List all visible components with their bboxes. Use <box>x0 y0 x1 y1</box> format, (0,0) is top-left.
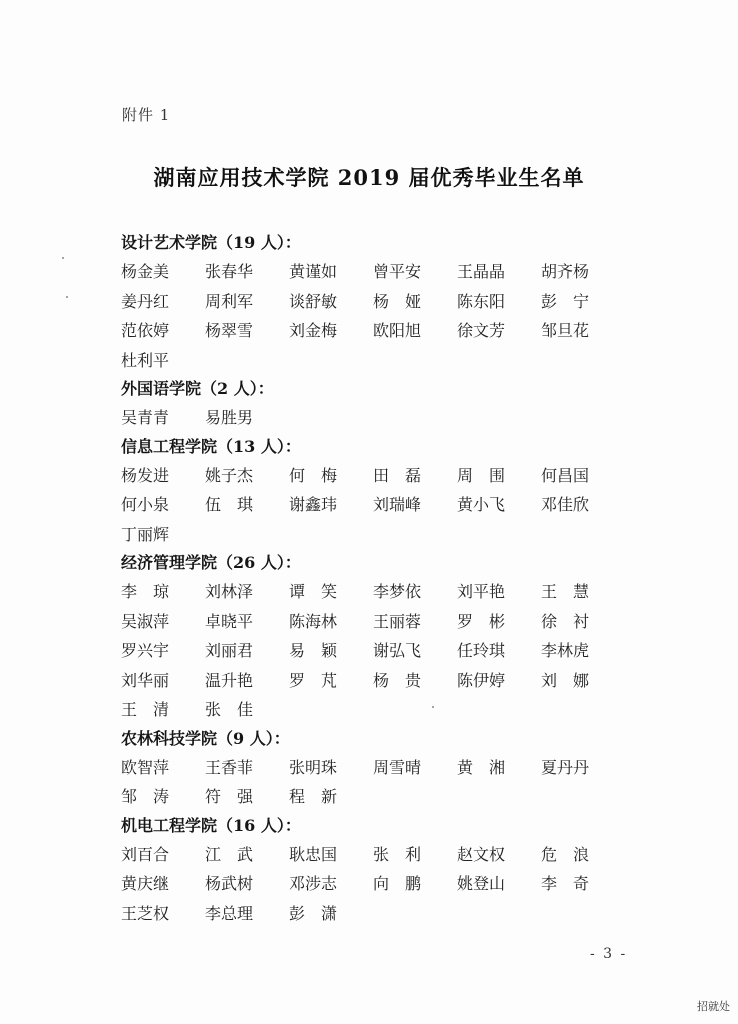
department-section <box>121 229 621 375</box>
name-row <box>121 577 621 607</box>
watermark-label: 招就处 <box>697 1000 730 1013</box>
graduate-name: 伍 琪 <box>205 495 254 514</box>
scan-speck <box>432 706 434 708</box>
graduate-name: 谈舒敏 <box>289 291 338 311</box>
department-list <box>121 229 621 928</box>
graduate-name: 欧智萍 <box>121 757 170 777</box>
department-heading: 农林科技学院（9 人）： <box>121 728 290 748</box>
graduate-name: 任玲琪 <box>457 641 506 660</box>
graduate-name: 王丽蓉 <box>373 611 422 631</box>
graduate-name: 王晶晶 <box>457 262 506 281</box>
graduate-name: 刘林泽 <box>205 582 254 601</box>
graduate-name: 姜丹红 <box>121 291 170 311</box>
graduate-name: 王芝权 <box>121 903 170 923</box>
graduate-name: 李总理 <box>205 903 254 923</box>
graduate-name: 周 围 <box>457 465 506 485</box>
graduate-name: 谢弘飞 <box>373 641 422 660</box>
department-section <box>121 433 621 550</box>
graduate-name: 姚子杰 <box>205 465 254 485</box>
graduate-name: 何昌国 <box>541 465 590 485</box>
scan-speck <box>66 296 68 298</box>
department-heading: 设计艺术学院（19 人）： <box>121 233 301 252</box>
graduate-name: 罗 彬 <box>457 611 506 631</box>
graduate-name: 周雪晴 <box>373 757 422 777</box>
graduate-name: 罗 芃 <box>289 670 338 690</box>
graduate-name: 刘华丽 <box>121 670 170 690</box>
department-section <box>121 725 621 812</box>
name-row <box>121 490 621 520</box>
graduate-name: 易 颖 <box>289 641 338 660</box>
department-section <box>121 549 621 725</box>
graduate-name: 邓涉志 <box>289 874 338 893</box>
graduate-name: 张 利 <box>373 844 422 864</box>
graduate-name: 徐文芳 <box>457 321 506 340</box>
graduate-name: 陈伊婷 <box>457 670 506 690</box>
name-row <box>121 607 621 637</box>
graduate-name: 李梦依 <box>373 582 422 601</box>
department-section <box>121 375 621 433</box>
graduate-name: 夏丹丹 <box>541 757 590 777</box>
graduate-name: 彭 潇 <box>289 903 338 923</box>
graduate-name: 彭 宁 <box>541 291 590 311</box>
graduate-name: 卓晓平 <box>205 611 254 631</box>
department-heading: 信息工程学院（13 人）： <box>121 436 301 456</box>
graduate-name: 杨金美 <box>121 262 170 281</box>
graduate-name: 杨 娅 <box>373 291 422 311</box>
name-row <box>121 899 621 929</box>
graduate-name: 田 磊 <box>373 465 422 485</box>
graduate-name: 温升艳 <box>205 670 254 690</box>
name-row <box>121 782 621 812</box>
graduate-name: 刘丽君 <box>205 641 254 660</box>
department-section <box>121 812 621 929</box>
graduate-name: 程 新 <box>289 787 338 806</box>
name-row <box>121 346 621 376</box>
graduate-name: 陈海林 <box>289 611 338 631</box>
graduate-name: 吴淑萍 <box>121 611 170 631</box>
page-title: 湖南应用技术学院 2019 届优秀毕业生名单 <box>153 165 585 190</box>
graduate-name: 江 武 <box>205 844 254 864</box>
name-row <box>121 840 621 870</box>
graduate-name: 范依婷 <box>121 321 170 340</box>
graduate-name: 杨 贵 <box>373 670 422 690</box>
name-row <box>121 287 621 317</box>
graduate-name: 周利军 <box>205 291 254 311</box>
name-row <box>121 461 621 491</box>
graduate-name: 吴青青 <box>121 408 170 427</box>
graduate-name: 王 清 <box>121 700 170 719</box>
graduate-name: 刘平艳 <box>457 582 506 601</box>
graduate-name: 谭 笑 <box>289 582 338 601</box>
graduate-name: 杨翠雪 <box>205 321 254 340</box>
name-row <box>121 695 621 725</box>
graduate-name: 李 奇 <box>541 874 590 893</box>
graduate-name: 危 浪 <box>541 844 590 864</box>
graduate-name: 李林虎 <box>541 641 590 660</box>
name-row <box>121 636 621 666</box>
graduate-name: 丁丽辉 <box>121 524 170 544</box>
graduate-name: 何小泉 <box>121 495 170 514</box>
graduate-name: 张 佳 <box>205 700 254 719</box>
graduate-name: 姚登山 <box>457 874 506 893</box>
graduate-name: 向 鹏 <box>373 874 422 893</box>
graduate-name: 谢鑫玮 <box>289 495 338 514</box>
graduate-name: 王香菲 <box>205 757 254 777</box>
graduate-name: 刘金梅 <box>289 321 338 340</box>
graduate-name: 王 慧 <box>541 582 590 601</box>
name-row <box>121 666 621 696</box>
graduate-name: 杨发进 <box>121 465 170 485</box>
graduate-name: 李 琼 <box>121 582 170 601</box>
name-row <box>121 257 621 287</box>
name-row <box>121 869 621 899</box>
graduate-name: 刘瑞峰 <box>373 495 422 514</box>
name-row <box>121 403 621 433</box>
graduate-name: 杜利平 <box>121 350 170 370</box>
department-heading: 经济管理学院（26 人）： <box>121 553 301 572</box>
name-row <box>121 316 621 346</box>
graduate-name: 杨武树 <box>205 874 254 893</box>
graduate-name: 刘 娜 <box>541 670 590 690</box>
graduate-name: 胡齐杨 <box>541 262 590 281</box>
graduate-name: 邹 涛 <box>121 787 170 806</box>
graduate-name: 黄 湘 <box>457 757 506 777</box>
name-row <box>121 520 621 550</box>
graduate-name: 何 梅 <box>289 465 338 485</box>
graduate-name: 张明珠 <box>289 757 338 777</box>
department-heading: 外国语学院（2 人）： <box>121 379 274 398</box>
graduate-name: 罗兴宇 <box>121 641 170 660</box>
graduate-name: 易胜男 <box>205 408 254 427</box>
graduate-name: 邹旦花 <box>541 321 590 340</box>
graduate-name: 徐 衬 <box>541 611 590 631</box>
graduate-name: 耿忠国 <box>289 844 338 864</box>
department-heading: 机电工程学院（16 人）： <box>121 815 301 835</box>
name-row <box>121 753 621 783</box>
graduate-name: 欧阳旭 <box>373 321 422 340</box>
graduate-name: 邓佳欣 <box>541 495 590 514</box>
graduate-name: 陈东阳 <box>457 291 506 311</box>
attachment-label: 附件 1 <box>122 106 171 124</box>
graduate-name: 张春华 <box>205 262 254 281</box>
graduate-name: 符 强 <box>205 787 254 806</box>
graduate-name: 黄谨如 <box>289 262 338 281</box>
graduate-name: 刘百合 <box>121 844 170 864</box>
graduate-name: 赵文权 <box>457 844 506 864</box>
graduate-name: 黄庆继 <box>121 874 170 893</box>
graduate-name: 黄小飞 <box>457 495 506 514</box>
graduate-name: 曾平安 <box>373 262 422 281</box>
page-number: - 3 - <box>590 946 628 962</box>
scan-speck <box>62 257 64 259</box>
